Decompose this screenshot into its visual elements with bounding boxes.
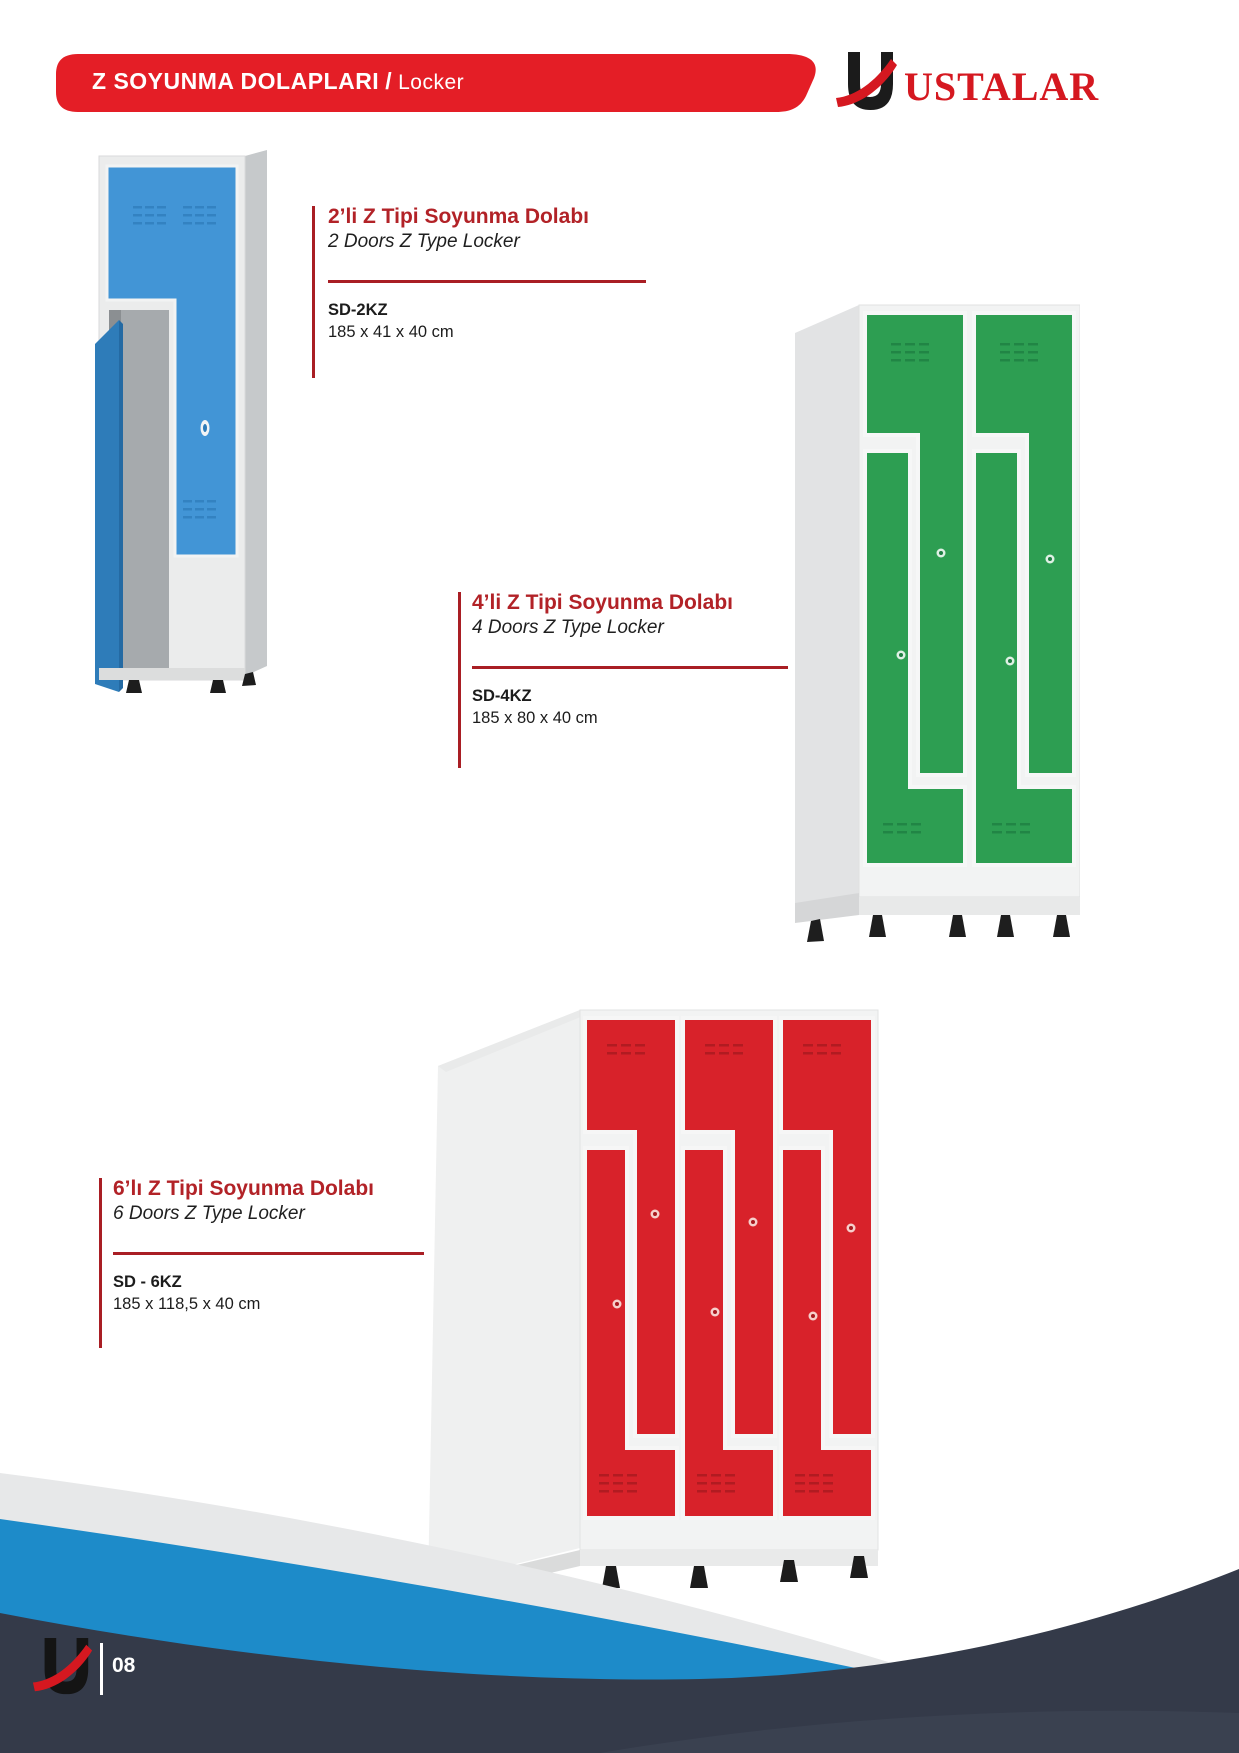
locker-foot <box>949 915 966 937</box>
accent-rule <box>113 1252 424 1255</box>
product-dimensions: 185 x 80 x 40 cm <box>472 709 598 727</box>
accent-vertical-line <box>458 592 461 768</box>
locker-side-panel <box>245 150 267 676</box>
locker-foot <box>807 919 824 942</box>
product-subtitle: 2 Doors Z Type Locker <box>328 231 520 252</box>
locker-foot <box>1053 915 1070 937</box>
footer-swoosh <box>0 1423 1239 1753</box>
product-code: SD-2KZ <box>328 301 388 319</box>
product-info-sd-2kz <box>328 204 646 343</box>
ustalar-u-swoosh-icon <box>836 50 898 116</box>
page-title <box>92 68 464 95</box>
product-subtitle: 6 Doors Z Type Locker <box>113 1203 305 1224</box>
locker-foot <box>210 680 226 693</box>
footer-divider-line <box>100 1643 103 1695</box>
accent-rule <box>328 280 646 283</box>
product-title: 6’lı Z Tipi Soyunma Dolabı <box>113 1177 374 1200</box>
brand-name: USTALAR <box>904 63 1100 109</box>
product-info-sd-4kz <box>472 590 788 729</box>
accent-rule <box>472 666 788 669</box>
locker-side-panel <box>795 305 859 909</box>
product-title: 4’li Z Tipi Soyunma Dolabı <box>472 591 733 614</box>
product-code: SD - 6KZ <box>113 1273 182 1291</box>
brand-logo <box>836 50 1099 116</box>
accent-vertical-line <box>99 1178 102 1348</box>
page-title-tr: Z SOYUNMA DOLAPLARI <box>92 68 380 94</box>
product-info-sd-6kz <box>113 1176 424 1315</box>
locker-z-door-open <box>95 320 119 692</box>
locker-foot <box>997 915 1014 937</box>
locker-foot <box>869 915 886 937</box>
product-code: SD-4KZ <box>472 687 532 705</box>
product-image-sd-2kz <box>95 148 270 693</box>
product-dimensions: 185 x 41 x 40 cm <box>328 323 454 341</box>
page-title-en: Locker <box>398 71 465 94</box>
ustalar-u-swoosh-icon <box>28 1636 98 1700</box>
product-dimensions: 185 x 118,5 x 40 cm <box>113 1295 261 1313</box>
product-image-sd-4kz <box>795 303 1080 943</box>
product-subtitle: 4 Doors Z Type Locker <box>472 617 664 638</box>
product-title: 2’li Z Tipi Soyunma Dolabı <box>328 205 589 228</box>
accent-vertical-line <box>312 206 315 378</box>
footer-brand-logo <box>28 1636 98 1700</box>
page-title-separator: / <box>385 68 393 94</box>
locker-foot <box>126 680 142 693</box>
page-number: 08 <box>112 1654 136 1677</box>
